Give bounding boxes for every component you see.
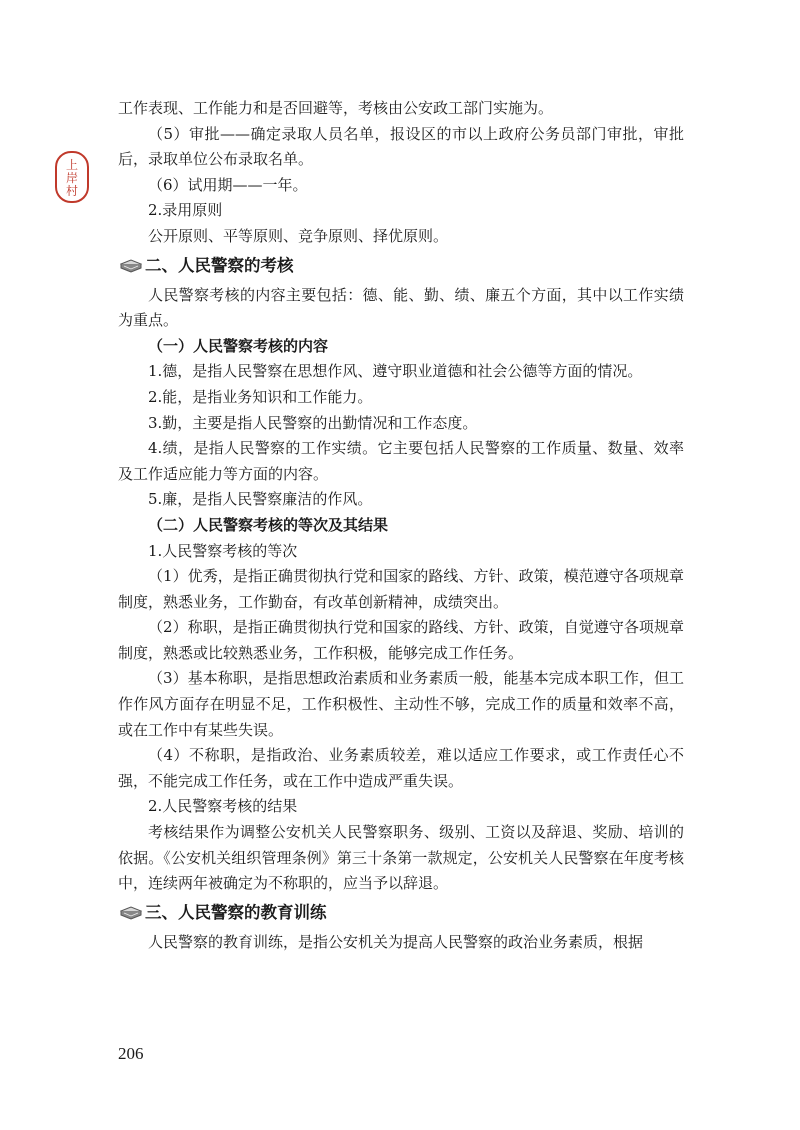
- paragraph: 4.绩，是指人民警察的工作实绩。它主要包括人民警察的工作质量、数量、效率及工作适应能力等方面的内容。: [118, 439, 684, 483]
- book-stack-icon: [120, 259, 142, 273]
- paragraph: 工作表现、工作能力和是否回避等，考核由公安政工部门实施为。: [118, 99, 554, 117]
- paragraph: 2.能，是指业务知识和工作能力。: [148, 387, 373, 406]
- svg-text:上: 上: [65, 158, 79, 172]
- paragraph: 1.德，是指人民警察在思想作风、遵守职业道德和社会公德等方面的情况。: [148, 362, 643, 381]
- paragraph: 考核结果作为调整公安机关人民警察职务、级别、工资以及辞退、奖励、培训的依据。《公安机关组织管理条例》第三十条第一款规定，公安机关人民警察在年度考核中，连续两年被确定为不称职的，应当予以辞退。: [118, 823, 684, 893]
- paragraph: 2.录用原则: [148, 201, 223, 220]
- paragraph: 2.人民警察考核的结果: [148, 797, 298, 816]
- book-stack-icon: [120, 906, 142, 920]
- page-number: 206: [118, 1044, 144, 1063]
- paragraph: 5.廉，是指人民警察廉洁的作风。: [148, 490, 373, 509]
- paragraph: （1）优秀，是指正确贯彻执行党和国家的路线、方针、政策，模范遵守各项规章制度，熟悉业务，工作勤奋，有改革创新精神，成绩突出。: [118, 567, 684, 611]
- paragraph: （4）不称职，是指政治、业务素质较差，难以适应工作要求，或工作责任心不强，不能完成工作任务，或在工作中造成严重失误。: [118, 746, 684, 790]
- seal-stamp-icon: [54, 150, 90, 204]
- paragraph: 人民警察考核的内容主要包括：德、能、勤、绩、廉五个方面，其中以工作实绩为重点。: [118, 285, 684, 330]
- paragraph: （5）审批——确定录取人员名单，报设区的市以上政府公务员部门审批，审批后，录取单位公布录取名单。: [118, 124, 684, 169]
- svg-text:村: 村: [65, 184, 79, 198]
- paragraph: 1.人民警察考核的等次: [148, 541, 298, 560]
- paragraph: （6）试用期——一年。: [148, 175, 308, 194]
- section-heading-text: 三、人民警察的教育训练: [145, 902, 327, 922]
- paragraph: 公开原则、平等原则、竞争原则、择优原则。: [148, 226, 449, 245]
- paragraph: （3）基本称职，是指思想政治素质和业务素质一般，能基本完成本职工作，但工作作风方面存在明显不足，工作积极性、主动性不够，完成工作的质量和效率不高，或在工作中有某些失误。: [118, 669, 684, 739]
- page-body: [118, 96, 684, 955]
- subsection-heading: （二）人民警察考核的等次及其结果: [148, 515, 389, 534]
- paragraph: 3.勤，主要是指人民警察的出勤情况和工作态度。: [148, 413, 478, 432]
- section-heading-text: 二、人民警察的考核: [145, 255, 294, 275]
- paragraph: 人民警察的教育训练，是指公安机关为提高人民警察的政治业务素质，根据: [148, 932, 644, 951]
- paragraph: （2）称职，是指正确贯彻执行党和国家的路线、方针、政策，自觉遵守各项规章制度，熟悉或比较熟悉业务，工作积极，能够完成工作任务。: [118, 618, 684, 662]
- subsection-heading: （一）人民警察考核的内容: [148, 336, 329, 355]
- svg-text:岸: 岸: [65, 171, 79, 185]
- section-heading: [118, 252, 684, 280]
- section-heading: [118, 899, 684, 927]
